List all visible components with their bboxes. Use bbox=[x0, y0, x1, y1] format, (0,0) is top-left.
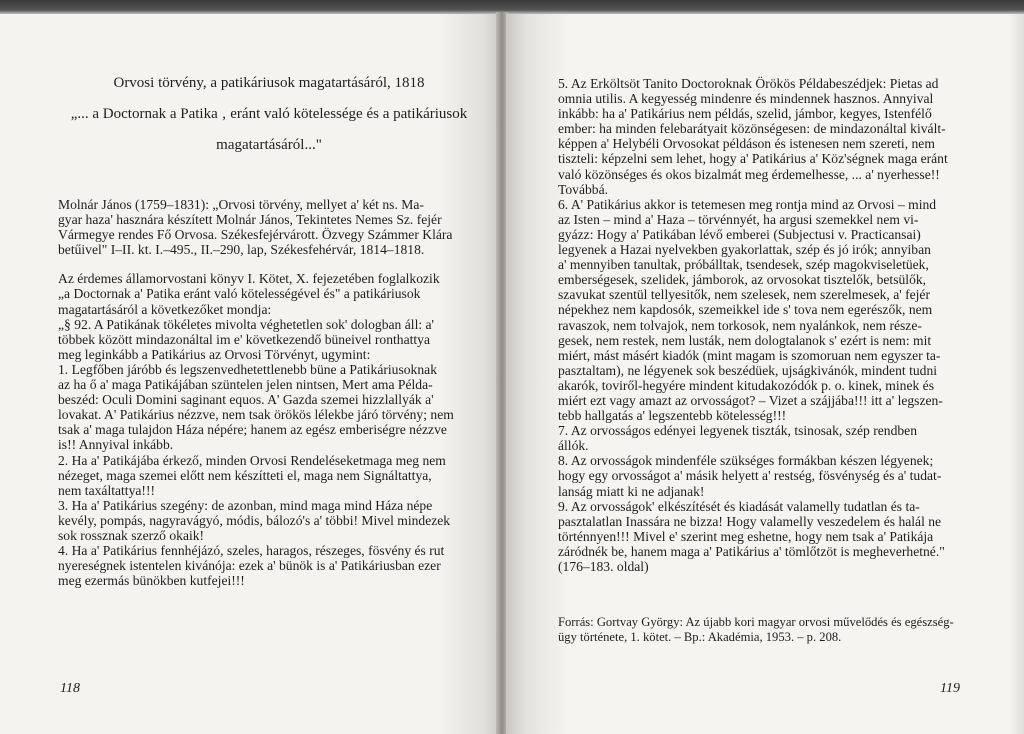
chapter-title: Orvosi törvény, a patikáriusok magatartásáról, 1818 bbox=[113, 75, 425, 91]
text-line: Továbbá. bbox=[558, 181, 609, 197]
text-line: tiszteli: képzelni sem lehet, hogy a' Patikárius a' Köz'ségnek maga eránt bbox=[558, 151, 948, 167]
text-line: gyar haza' hasznára készített Molnár János, Tekintetes Nemes Sz. fejér bbox=[58, 212, 442, 228]
text-line: inkább: ha a' Patikárius nem példás, szelid, jámbor, kegyes, Istenfélő bbox=[558, 106, 932, 122]
text-line: szavukat szentül tellyesitők, nem szelesek, nem szerelmesek, a' fejér bbox=[558, 287, 930, 303]
text-line: hogy egy orvosságot a' másik helyett a' restség, fösvénység és a' tudat- bbox=[558, 468, 942, 484]
chapter-subtitle-line2: magatartásáról..." bbox=[216, 137, 322, 153]
text-line: ügy története, 1. kötet. – Bp.: Akadémia, 1953. – p. 208. bbox=[558, 630, 842, 644]
text-line: ravaszok, nem tolvajok, nem torkosok, nem nyalánkok, nem része- bbox=[558, 317, 922, 333]
text-line: záródnék be, hanem maga a' Patikárius a' tömlőtzöt is megheverhetné." bbox=[558, 543, 945, 559]
text-line: való közönséges és okos bizalmát meg érdemelhesse, ... a' nyerhesse!! bbox=[558, 166, 940, 182]
text-line: ember: ha minden felebarátyait közönségesen: de mindazonáltal kivált- bbox=[558, 121, 946, 137]
text-line: 6. A' Patikárius akkor is tetemesen meg rontja mind az Orvosi – mind bbox=[558, 196, 937, 212]
text-line: állók. bbox=[558, 438, 589, 454]
chapter-subtitle-line1: „... a Doctornak a Patika ‚ eránt való kötelessége és a patikáriusok bbox=[70, 106, 468, 122]
text-line: 3. Ha a' Patikárius szegény: de azonban, mind maga mind Háza népe bbox=[58, 497, 433, 513]
text-line: az ha ő a' maga Patikájában szüntelen jelen nintsen, Mert ama Példa- bbox=[58, 377, 433, 393]
text-line: 4. Ha a' Patikárius fennhéjázó, szeles, haragos, részeges, fösvény és rut bbox=[58, 543, 445, 559]
text-line: lovakat. A' Patikárius nézzve, nem tsak örökös lélekbe járó törvény; nem bbox=[58, 407, 454, 423]
text-line: képpen a' Helybéli Orvosokat példáson és istenesen nem szereti, nem bbox=[558, 136, 935, 152]
left-text-column bbox=[58, 197, 488, 588]
text-line: népekhez nem kapdosók, szemeikkel ide s' tova nem egerészők, nem bbox=[558, 302, 933, 318]
text-line: 5. Az Erköltsöt Tanito Doctoroknak Örökös Példabeszédjek: Pietas ad bbox=[558, 76, 939, 91]
left-page bbox=[0, 14, 498, 734]
text-line: meg leginkább a Patikárius az Orvosi Törvényt, ugymint: bbox=[58, 346, 371, 362]
text-line: tebb hallgatás a' legszentebb kötelesség!!! bbox=[558, 408, 787, 424]
page-number: 118 bbox=[60, 681, 80, 696]
text-line: is!! Annyival inkább. bbox=[58, 437, 174, 453]
text-line: pasztaltam), ne légyenek sok beszédüek, ujságkivánók, mindent tudni bbox=[558, 362, 938, 378]
text-line: Az érdemes államorvostani könyv I. Kötet, X. fejezetében foglalkozik bbox=[58, 271, 440, 287]
text-line: Forrás: Gortvay György: Az újabb kori magyar orvosi művelődés és egészség- bbox=[558, 615, 954, 629]
text-line: nem taxáltattya!!! bbox=[58, 482, 155, 498]
text-line: 2. Ha a' Patikájába érkező, minden Orvosi Rendeléseketmaga meg nem bbox=[58, 452, 446, 468]
text-line: 1. Legfőben járóbb és legszenvedhetettlenebb büne a Patikáriusoknak bbox=[58, 361, 437, 377]
text-line: emberségesek, szelidek, jámborok, az orvosokat tisztelők, betsülők, bbox=[558, 272, 927, 288]
text-line: omnia utilis. A kegyesség mindenre és mindennek hasznos. Annyival bbox=[558, 91, 934, 107]
right-page bbox=[506, 14, 1024, 734]
text-line: miért ezt vagy amazt az orvosságot? – Vizet a szájjába!!! itt a' legszen- bbox=[558, 392, 943, 408]
text-line: Molnár János (1759–1831): „Orvosi törvény, mellyet a' két ns. Ma- bbox=[58, 197, 424, 212]
text-line: tsak a' maga tulajdon Háza népére; hanem az egész emberiségre nézzve bbox=[58, 422, 447, 438]
text-line: 8. Az orvosságok mindenféle szükséges formákban készen légyenek; bbox=[558, 453, 934, 469]
right-text-column bbox=[558, 76, 1003, 574]
text-line: (176–183. oldal) bbox=[558, 559, 649, 574]
text-line: meg ezermás bünökben kutfejei!!! bbox=[58, 573, 245, 589]
text-line: az Isten – mind a' Haza – törvénnyét, ha argusi szemekkel nem vi- bbox=[558, 211, 919, 227]
text-line: a' mennyiben tanultak, próbálltak, tsendesek, szép magokviseletüek, bbox=[558, 257, 929, 273]
text-line: gesek, nem restek, nem lusták, nem dologtalanok s' ezért is nem: mit bbox=[558, 332, 932, 348]
text-line: Vármegye rendes Fő Orvosa. Székesfejérvárott. Özvegy Számmer Klára bbox=[58, 227, 453, 243]
source-reference bbox=[558, 615, 1003, 645]
text-line: „§ 92. A Patikának tökéletes mivolta véghetetlen sok' dologban áll: a' bbox=[58, 316, 434, 332]
text-line: nézeget, maga szemei előtt nem készítteti el, maga nem Signáltattya, bbox=[58, 467, 432, 483]
text-line: akarók, toviről-hegyére mindent kitudakozódók p. o. kinek, minek és bbox=[558, 377, 934, 393]
text-line: nyereségnek istentelen kivánója: ezek a' bünök is a' Patikáriusban ezer bbox=[58, 558, 441, 574]
chapter-heading bbox=[40, 75, 498, 154]
source-citation bbox=[58, 197, 488, 257]
quoted-text bbox=[58, 271, 488, 588]
text-line: betűivel" I–II. kt. I.–495., II.–290, lap, Székesfehérvár, 1814–1818. bbox=[58, 242, 425, 258]
text-line: „a Doctornak a' Patika eránt való kötelességével és" a patikáriusok bbox=[58, 286, 421, 302]
text-line: magatartásáról a következőket mondja: bbox=[58, 301, 272, 317]
text-line: 9. Az orvosságok' elkészítését és kiadását valamelly tudatlan és ta- bbox=[558, 498, 920, 514]
text-line: beszéd: Oculi Domini saginant equos. A' Gazda szemei hizzlallyák a' bbox=[58, 392, 434, 408]
page-number: 119 bbox=[940, 681, 960, 696]
text-line: miért, mást másért kiadók (mint magam is szomoruan nem egyszer ta- bbox=[558, 347, 941, 363]
text-line: többek között mindazonáltal im e' következendő büneivel ronthattya bbox=[58, 331, 431, 347]
text-line: kevély, pompás, nagyravágyó, módis, bálozó's a' többi! Mivel mindezek bbox=[58, 512, 451, 528]
text-line: lanság miatt ki ne adjanak! bbox=[558, 483, 705, 499]
quoted-text-continued bbox=[558, 76, 1003, 574]
text-line: 7. Az orvosságos edényei legyenek tiszták, tsinosak, szép rendben bbox=[558, 423, 918, 439]
text-line: legyenek a Hazai nyelvekben gyakorlattak, szép és jó irók; annyiban bbox=[558, 242, 931, 258]
text-line: pasztalatlan Inassára ne bizza! Hogy valamelly veszedelem és halál ne bbox=[558, 513, 942, 529]
text-line: történnyen!!! Mivel e' szerint meg eshetne, hogy nem tsak a' Patikája bbox=[558, 528, 934, 544]
text-line: gyázz: Hogy a' Patikában lévő emberei (Subjectusi v. Practicansai) bbox=[558, 226, 921, 242]
text-line: sok rossznak szerző okaik! bbox=[58, 527, 205, 543]
